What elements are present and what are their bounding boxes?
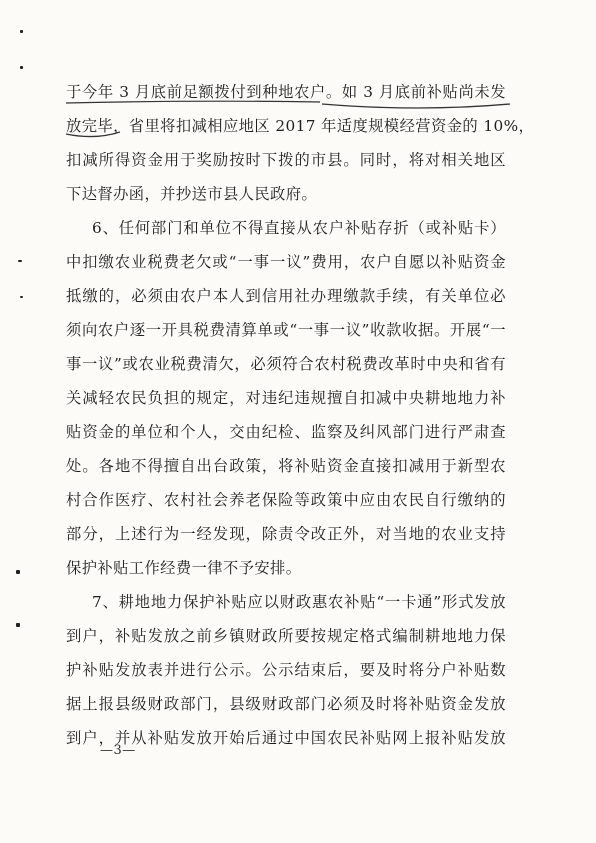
text-line-7: 抵缴的，必须由农户本人到信用社办理缴款手续，有关单位必 [66, 287, 506, 305]
text-line-3: 扣减所得资金用于奖励按时下拨的市县。同时，将对相关地区 [66, 151, 506, 169]
margin-speck [16, 570, 20, 574]
text-line-2: 放完毕，省里将扣减相应地区 2017 年适度规模经营资金的 10%， [66, 117, 535, 135]
text-line-14: 部分，上述行为一经发现，除责令改正外，对当地的农业支持 [66, 525, 506, 543]
text-line-4: 下达督办函，并抄送市县人民政府。 [66, 185, 318, 203]
text-line-6: 中扣缴农业税费老欠或“一事一议”费用，农户自愿以补贴资金 [66, 253, 506, 271]
text-line-1: 于今年 3 月底前足额拨付到种地农户。如 3 月底前补贴尚未发 [66, 83, 506, 101]
margin-speck [16, 623, 20, 627]
text-line-18: 护补贴发放表并进行公示。公示结束后，要及时将分户补贴数 [66, 661, 506, 679]
text-line-8: 须向农户逐一开具税费清算单或“一事一议”收款收据。开展“一 [66, 321, 506, 339]
text-line-10: 关减轻农民负担的规定，对违纪违规擅自扣减中央耕地地力补 [66, 389, 506, 407]
page-number: —3— [100, 743, 136, 758]
margin-speck [20, 66, 23, 69]
text-line-16: 7、耕地地力保护补贴应以财政惠农补贴“一卡通”形式发放 [92, 593, 506, 611]
text-line-13: 村合作医疗、农村社会养老保险等政策中应由农民自行缴纳的 [66, 491, 506, 509]
margin-speck [18, 260, 22, 262]
text-line-15: 保护补贴工作经费一律不予安排。 [66, 559, 302, 577]
text-line-20: 到户，并从补贴发放开始后通过中国农民补贴网上报补贴发放 [66, 729, 506, 747]
margin-speck [20, 30, 23, 33]
margin-speck [20, 296, 23, 298]
text-line-9: 事一议”或农业税费清欠，必须符合农村税费改革时中央和省有 [66, 355, 506, 373]
text-line-5: 6、任何部门和单位不得直接从农户补贴存折（或补贴卡） [92, 219, 506, 237]
text-line-11: 贴资金的单位和个人，交由纪检、监察及纠风部门进行严肃查 [66, 423, 506, 441]
text-line-12: 处。各地不得擅自出台政策，将补贴资金直接扣减用于新型农 [66, 457, 506, 475]
text-line-17: 到户，补贴发放之前乡镇财政所要按规定格式编制耕地地力保 [66, 627, 506, 645]
text-line-19: 据上报县级财政部门，县级财政部门必须及时将补贴资金发放 [66, 695, 506, 713]
